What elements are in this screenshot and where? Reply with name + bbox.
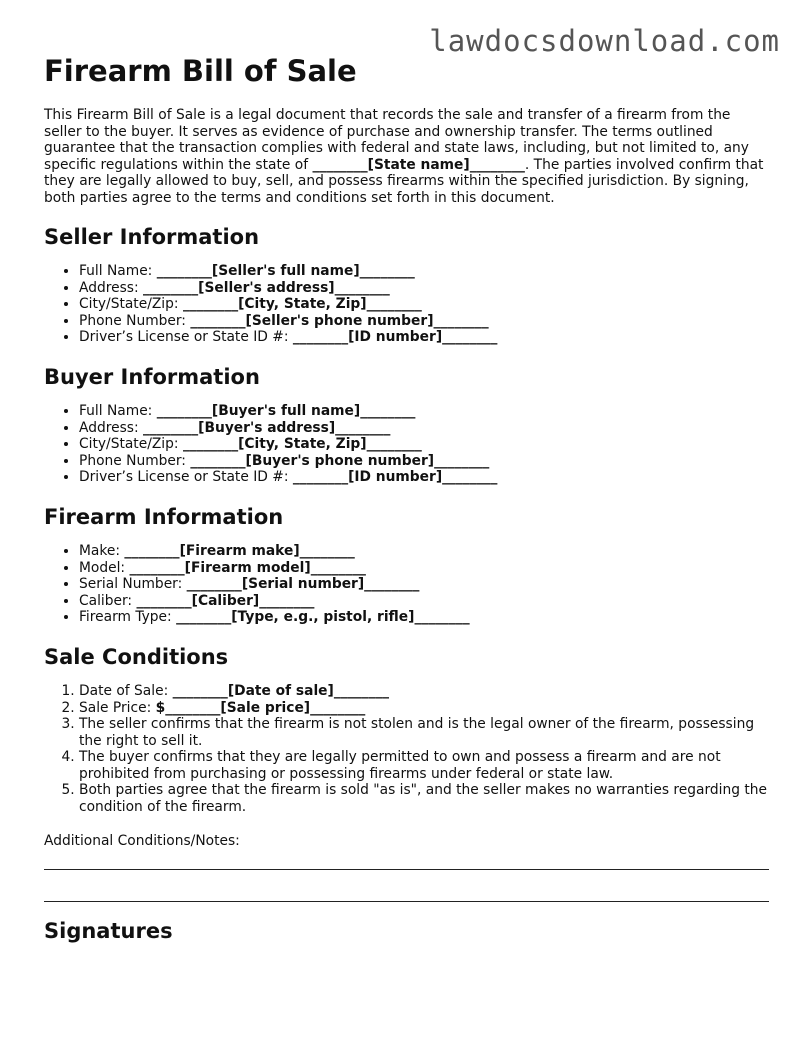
- list-item: [79, 453, 769, 470]
- field-placeholder: ________[ID number]________: [292, 329, 498, 346]
- field-label: Phone Number:: [79, 312, 191, 329]
- field-placeholder: ________[ID number]________: [292, 469, 498, 486]
- field-placeholder: ________[Firearm make]________: [124, 542, 355, 559]
- field-placeholder: ________[Buyer's phone number]________: [190, 452, 490, 469]
- list-item: [79, 280, 769, 297]
- field-label: Driver’s License or State ID #:: [79, 329, 293, 346]
- list-item: 4. The buyer confirms that they are legally permitted to own and possess a firearm and are not prohibited from purchasing or possessing firearms under federal or state law.: [79, 749, 769, 782]
- field-label: Driver’s License or State ID #:: [79, 469, 293, 486]
- notes-line[interactable]: [44, 901, 769, 902]
- list-item: [79, 683, 769, 700]
- field-label: Full Name:: [79, 402, 157, 419]
- seller-heading: Seller Information: [44, 225, 260, 249]
- field-label: Firearm Type:: [79, 609, 177, 626]
- list-item: 5. Both parties agree that the firearm is sold "as is", and the seller makes no warranties regarding the condition of the firearm.: [79, 782, 769, 815]
- sale-conditions-heading: Sale Conditions: [44, 644, 229, 669]
- field-placeholder: ________[City, State, Zip]________: [182, 436, 422, 453]
- notes-label: Additional Conditions/Notes:: [44, 832, 240, 849]
- notes-line[interactable]: [44, 869, 769, 870]
- list-item: [79, 576, 769, 593]
- intro-text-after: . The parties involved confirm that they are legally allowed to buy, sell, and possess firearms within the specified jurisdiction. By signing, both parties agree to the terms and conditions set forth in this document.: [44, 156, 764, 206]
- seller-list: [44, 263, 769, 346]
- list-item: [79, 469, 769, 486]
- field-placeholder: ________[Type, e.g., pistol, rifle]________: [176, 609, 470, 626]
- field-placeholder: ________[Caliber]________: [136, 592, 315, 609]
- firearm-list: [44, 543, 769, 626]
- list-item: [79, 329, 769, 346]
- list-item: [79, 403, 769, 420]
- field-placeholder: ________[City, State, Zip]________: [182, 296, 422, 313]
- list-item: [79, 313, 769, 330]
- buyer-list: [44, 403, 769, 486]
- field-label: City/State/Zip:: [79, 436, 183, 453]
- intro-text-before: This Firearm Bill of Sale is a legal document that records the sale and transfer of a firearm from the seller to the buyer. It serves as evidence of purchase and ownership transfer. The terms outlined guarantee that the transaction complies with federal and state laws, including, but not limited to, any specific regulations within the state of: [44, 107, 749, 173]
- list-item: [79, 560, 769, 577]
- intro-paragraph: [44, 107, 769, 206]
- field-placeholder: ________[Seller's phone number]________: [190, 312, 489, 329]
- state-name-field: ________[State name]________: [312, 156, 525, 173]
- list-item: [79, 263, 769, 280]
- list-item: [79, 420, 769, 437]
- field-placeholder: ________[Seller's address]________: [142, 279, 390, 296]
- list-item: [79, 296, 769, 313]
- field-placeholder: ________[Firearm model]________: [129, 559, 366, 576]
- field-label: Model:: [79, 559, 130, 576]
- document-body: [44, 54, 769, 944]
- list-item: 3. The seller confirms that the firearm is not stolen and is the legal owner of the firearm, possessing the right to sell it.: [79, 716, 769, 749]
- field-label: Sale Price:: [79, 699, 156, 716]
- field-placeholder: $________[Sale price]________: [155, 699, 366, 716]
- list-item: [79, 543, 769, 560]
- field-label: Serial Number:: [79, 576, 187, 593]
- list-item: [79, 436, 769, 453]
- firearm-heading: Firearm Information: [44, 504, 284, 529]
- field-label: Make:: [79, 542, 125, 559]
- watermark: lawdocsdownload.com: [429, 24, 780, 58]
- field-label: Full Name:: [79, 263, 157, 279]
- field-label: Caliber:: [79, 592, 137, 609]
- sale-conditions-list: [44, 683, 769, 816]
- field-placeholder: ________[Buyer's full name]________: [156, 402, 416, 419]
- signatures-heading: Signatures: [44, 919, 173, 944]
- buyer-heading: Buyer Information: [44, 364, 260, 389]
- field-placeholder: ________[Seller's full name]________: [156, 263, 415, 279]
- list-item: [79, 593, 769, 610]
- field-placeholder: ________[Date of sale]________: [172, 682, 390, 699]
- field-label: Phone Number:: [79, 452, 191, 469]
- field-label: Address:: [79, 419, 143, 436]
- field-placeholder: ________[Serial number]________: [186, 576, 420, 593]
- list-item: [79, 609, 769, 626]
- field-label: Date of Sale:: [79, 682, 173, 699]
- field-label: City/State/Zip:: [79, 296, 183, 313]
- list-item: [79, 700, 769, 717]
- field-placeholder: ________[Buyer's address]________: [142, 419, 391, 436]
- field-label: Address:: [79, 279, 143, 296]
- document-title: Firearm Bill of Sale: [44, 54, 357, 88]
